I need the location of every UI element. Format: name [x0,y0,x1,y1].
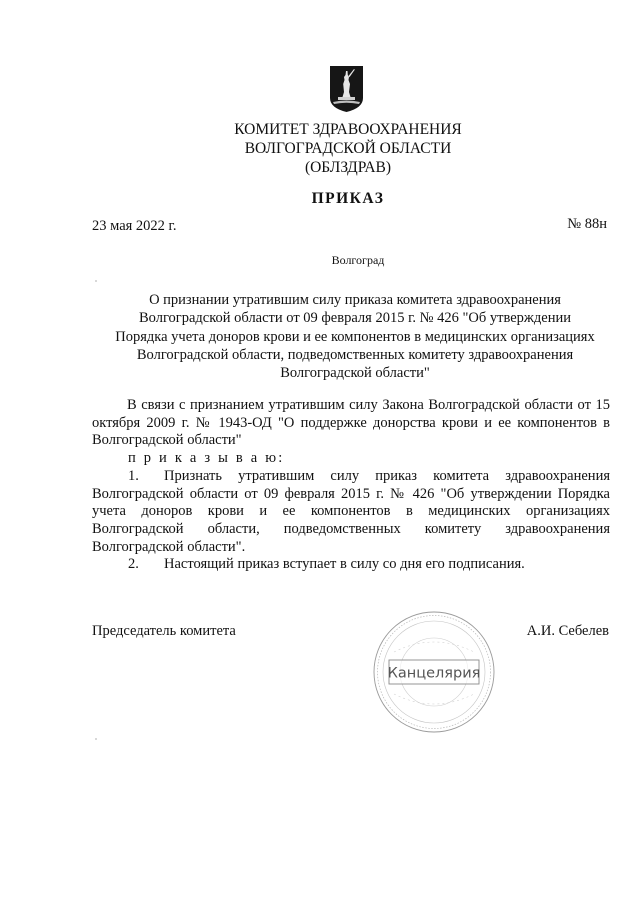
organization-short-name: (ОБЛЗДРАВ) [304,159,392,176]
order-item-text: Признать утратившим силу приказ комитета здравоохранения Волгоградской области от 09 февраля 2015 г. № 426 "Об утверждении Порядка учета доноров крови и ее компонентов в медицинских организациях Волгоградской области, подведомственных комитету здравоохранения Волгоградской области". [92,467,610,555]
document-body [92,397,610,574]
preamble-paragraph: В связи с признанием утратившим силу Закона Волгоградской области от 15 октября 2009 г. № 1943-ОД "О поддержке донорства крови и ее компонентов в Волгоградской области" [92,397,610,449]
document-type: ПРИКАЗ [311,190,385,207]
order-item [92,556,610,574]
volgograd-coat-of-arms-icon [330,66,363,112]
subject-line: Порядка учета доноров крови и ее компонентов в медицинских организациях [115,328,595,345]
order-item-number: 1. [128,467,139,484]
order-item [92,468,610,557]
office-stamp-icon [372,610,496,734]
organization-header [0,120,640,177]
signatory-title: Председатель комитета [92,623,236,639]
document-subject [100,291,610,382]
margin-speck [95,738,97,740]
signatory-name: А.И. Себелев [526,623,609,639]
organization-name-line2: ВОЛГОГРАДСКОЙ ОБЛАСТИ [244,140,452,157]
subject-line: О признании утратившим силу приказа комитета здравоохранения [149,292,561,308]
order-item-text: Настоящий приказ вступает в силу со дня его подписания. [164,556,525,573]
order-item-number: 2. [128,556,139,573]
order-word: п р и к а з ы в а ю: [128,450,285,467]
subject-line: Волгоградской области, подведомственных комитету здравоохранения [136,346,574,363]
margin-speck [95,280,97,282]
document-city: Волгоград [331,253,385,267]
stamp-label: Канцелярия [387,665,481,682]
organization-name-line1: КОМИТЕТ ЗДРАВООХРАНЕНИЯ [234,121,462,138]
subject-line: Волгоградской области" [280,365,430,382]
document-date: 23 мая 2022 г. [92,218,177,234]
document-number: № 88н [567,216,607,232]
subject-line: Волгоградской области от 09 февраля 2015 г. № 426 "Об утверждении [138,310,571,327]
